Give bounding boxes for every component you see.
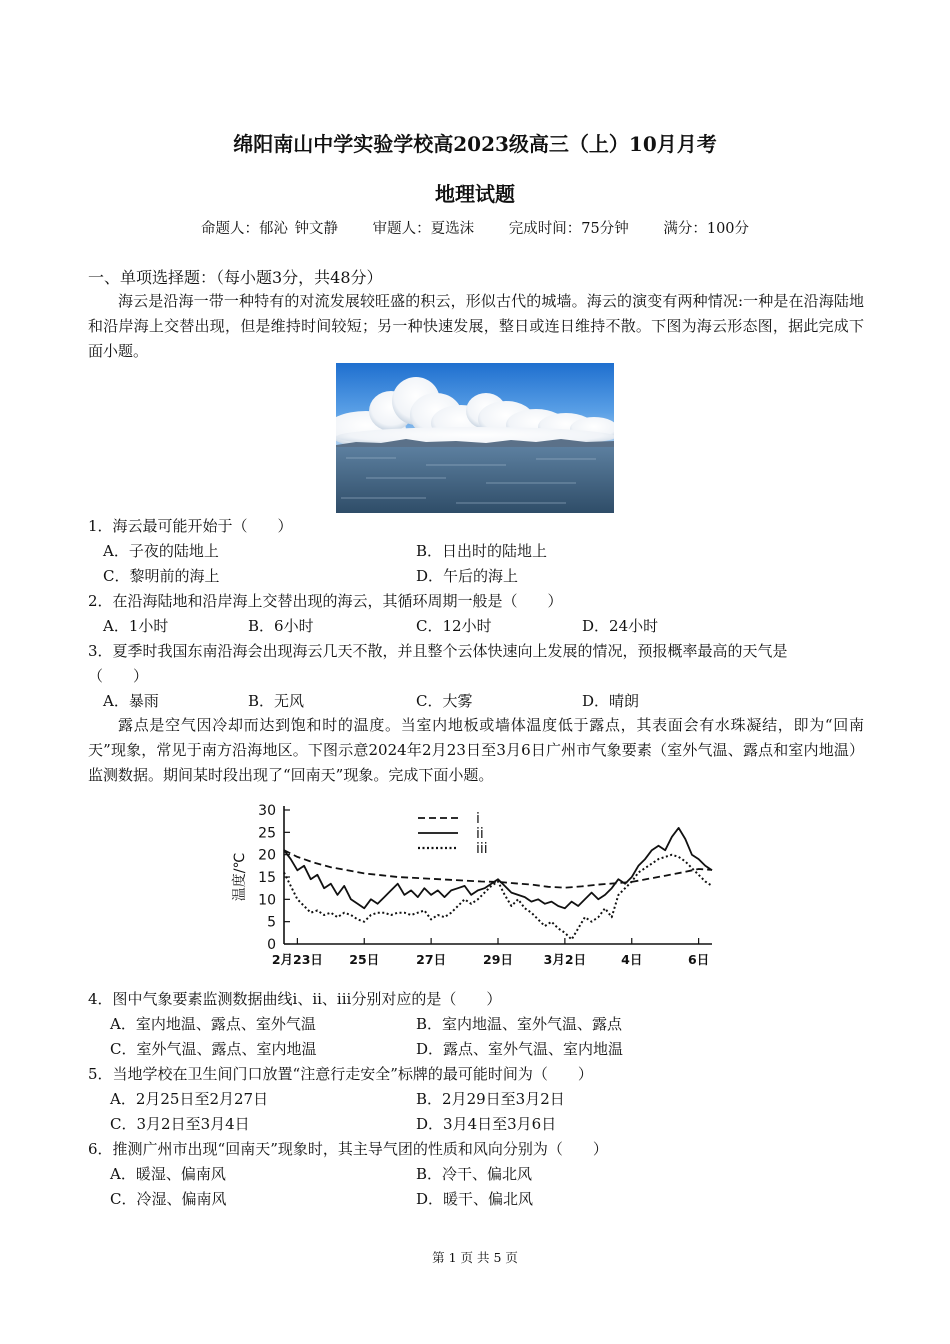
y-tick-label: 5: [267, 914, 276, 931]
meta-authors: 命题人：郁沁 钟文静: [200, 221, 339, 237]
legend-label-ii: ii: [476, 826, 484, 842]
x-tick-label: 3月2日: [543, 952, 587, 967]
series-line-iii: [284, 855, 712, 940]
sea-cloud-photo: [336, 363, 614, 513]
question-3-option-c: C．大雾: [416, 692, 473, 710]
question-5-option-c: C．3月2日至3月4日: [110, 1115, 250, 1133]
meta-full-score: 满分：100分: [663, 221, 750, 237]
series-line-ii: [284, 828, 712, 908]
page-footer: 第 1 页 共 5 页: [432, 1250, 518, 1265]
question-6-option-d: D．暖干、偏北风: [416, 1190, 534, 1208]
temperature-chart: [218, 798, 738, 978]
chart-legend: [418, 811, 488, 857]
question-3-option-b: B．无风: [248, 692, 305, 710]
legend-label-i: i: [476, 811, 480, 827]
question-6-option-c: C．冷湿、偏南风: [110, 1190, 227, 1208]
question-1-option-a: A．子夜的陆地上: [103, 542, 219, 560]
sea-cloud-intro: 海云是沿海一带一种特有的对流发展较旺盛的积云，形似古代的城墙。海云的演变有两种情况:一种是在沿海陆地和沿岸海上交替出现，但是维持时间较短；另一种快速发展，整日或连日维持不散。下图为海云形态图，据此完成下面小题。: [88, 292, 864, 360]
question-4-stem: 4．图中气象要素监测数据曲线i、ii、iii分别对应的是（ ）: [88, 990, 502, 1008]
question-2-option-d: D．24小时: [582, 617, 659, 635]
exam-subtitle: 地理试题: [435, 182, 515, 206]
question-4-option-b: B．室内地温、室外气温、露点: [416, 1015, 623, 1033]
question-2-stem: 2．在沿海陆地和沿岸海上交替出现的海云，其循环周期一般是（ ）: [88, 592, 563, 610]
question-3-option-a: A．暴雨: [103, 692, 159, 710]
question-4-option-d: D．露点、室外气温、室内地温: [416, 1040, 624, 1058]
x-tick-label: 27日: [416, 952, 447, 967]
question-5-option-b: B．2月29日至3月2日: [416, 1090, 565, 1108]
x-tick-label: 6日: [688, 952, 710, 967]
question-6-option-a: A．暖湿、偏南风: [110, 1165, 226, 1183]
question-1-option-b: B．日出时的陆地上: [416, 542, 548, 560]
chart-lines: [284, 828, 712, 940]
question-3-option-d: D．晴朗: [582, 692, 640, 710]
y-tick-label: 0: [267, 937, 276, 953]
x-tick-label: 4日: [621, 952, 643, 967]
meta-duration: 完成时间：75分钟: [508, 221, 629, 237]
question-4-option-c: C．室外气温、露点、室内地温: [110, 1040, 317, 1058]
question-5-option-d: D．3月4日至3月6日: [416, 1115, 557, 1133]
section-heading: 一、单项选择题：（每小题3分，共48分）: [88, 268, 383, 287]
question-3-stem-continued: （ ）: [88, 667, 149, 685]
y-tick-label: 15: [258, 870, 276, 886]
sea-cloud-image: [336, 363, 614, 513]
exam-meta: [0, 217, 950, 238]
y-axis-label: 温度/℃: [232, 852, 248, 902]
chart-axes: [231, 803, 712, 967]
question-1-option-c: C．黎明前的海上: [103, 567, 220, 585]
question-2-option-a: A．1小时: [103, 617, 169, 635]
y-tick-label: 25: [258, 825, 276, 842]
y-tick-label: 30: [258, 803, 276, 819]
meta-reviewer: 审题人：夏选沫: [372, 221, 475, 237]
question-6-option-b: B．冷干、偏北风: [416, 1165, 533, 1183]
question-2-option-b: B．6小时: [248, 617, 314, 635]
x-tick-label: 2月23日: [271, 952, 323, 967]
temperature-chart-svg: [218, 798, 738, 978]
legend-label-iii: iii: [476, 841, 488, 857]
question-1-stem: 1．海云最可能开始于（ ）: [88, 517, 293, 535]
y-tick-label: 10: [258, 892, 276, 909]
question-4-option-a: A．室内地温、露点、室外气温: [110, 1015, 316, 1033]
dew-point-intro: 露点是空气因冷却而达到饱和时的温度。当室内地板或墙体温度低于露点，其表面会有水珠凝结，即为“回南天”现象，常见于南方沿海地区。下图示意2024年2月23日至3月6日广州市气象要素（室外气温、露点和室内地温）监测数据。期间某时段出现了“回南天”现象。完成下面小题。: [88, 716, 864, 784]
question-1-option-d: D．午后的海上: [416, 567, 519, 585]
question-5-stem: 5．当地学校在卫生间门口放置“注意行走安全”标牌的最可能时间为（ ）: [88, 1065, 593, 1083]
exam-title: 绵阳南山中学实验学校高2023级高三（上）10月月考: [233, 132, 717, 156]
question-6-stem: 6．推测广州市出现“回南天”现象时，其主导气团的性质和风向分别为（ ）: [88, 1140, 608, 1158]
y-tick-label: 20: [258, 847, 276, 864]
x-tick-label: 25日: [349, 952, 380, 967]
x-tick-label: 29日: [483, 952, 513, 967]
question-2-option-c: C．12小时: [416, 617, 492, 635]
question-5-option-a: A．2月25日至2月27日: [110, 1090, 269, 1108]
question-3-stem: 3．夏季时我国东南沿海会出现海云几天不散，并且整个云体快速向上发展的情况，预报概率最高的天气是: [88, 642, 788, 660]
